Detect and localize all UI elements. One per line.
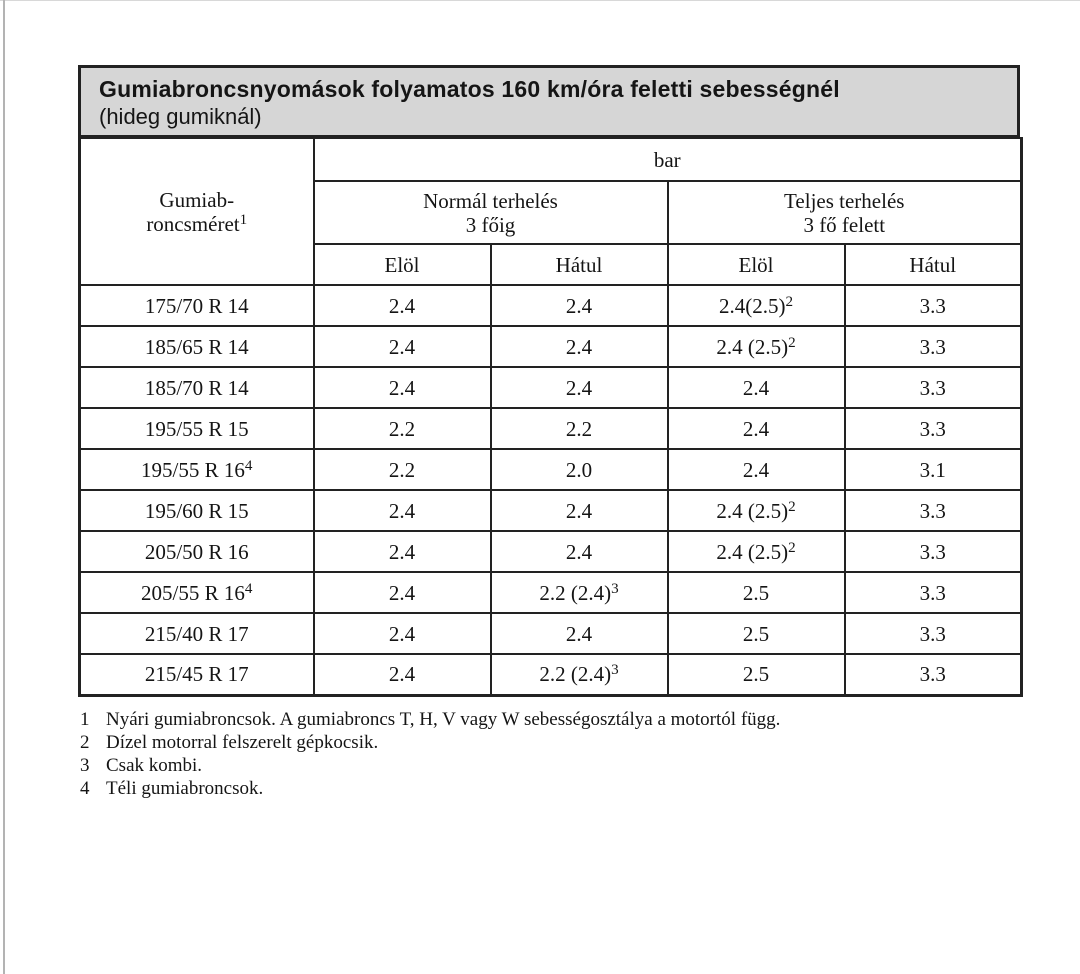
tire-size-cell: 175/70 R 14 <box>80 285 314 326</box>
footnote <box>80 754 1020 777</box>
header-normal-load-line1: Normál terhelés <box>423 188 558 213</box>
tire-size-cell: 185/70 R 14 <box>80 367 314 408</box>
header-unit-row <box>80 138 1022 181</box>
footnote-marker: 2 <box>788 498 796 515</box>
footnotes <box>78 708 1020 800</box>
pressure-cell: 2.4 <box>314 613 491 654</box>
pressure-cell: 3.3 <box>845 613 1022 654</box>
tire-size-cell: 195/55 R $16^4$ <box>80 449 314 490</box>
table-title-band <box>78 65 1020 137</box>
tire-size-cell: 185/65 R 14 <box>80 326 314 367</box>
header-unit-bar: bar <box>314 138 1022 181</box>
pressure-cell: 2.4 <box>668 408 845 449</box>
tire-size-cell: 215/45 R 17 <box>80 654 314 695</box>
table-body <box>80 285 1022 695</box>
header-tire-size-line1: Gumiab- <box>159 187 235 212</box>
pressure-cell: 2.4 <box>491 531 668 572</box>
pressure-cell: 2.2 <box>491 408 668 449</box>
table-row <box>80 531 1022 572</box>
header-rear-normal: Hátul <box>491 244 668 285</box>
pressure-cell: 2.0 <box>491 449 668 490</box>
pressure-cell: 3.1 <box>845 449 1022 490</box>
footnote-text: Nyári gumiabroncsok. A gumiabroncs T, H, V vagy W sebességosztálya a motortól függ. <box>106 708 781 730</box>
pressure-cell: 3.3 <box>845 531 1022 572</box>
pressure-cell: $2.4(2.5)^2$ <box>668 285 845 326</box>
header-tire-size-line2: roncsméret <box>146 211 240 236</box>
footnote <box>80 777 1020 800</box>
pressure-cell: 2.4 <box>491 613 668 654</box>
table-row <box>80 326 1022 367</box>
header-full-load <box>668 181 1022 244</box>
footnote-marker: 3 <box>611 580 619 597</box>
footnote-marker: 2 <box>788 334 796 351</box>
pressure-cell: 2.4 <box>491 285 668 326</box>
pressure-cell: 2.4 <box>314 367 491 408</box>
pressure-cell: 3.3 <box>845 408 1022 449</box>
footnote-marker: 4 <box>244 457 253 474</box>
footnote-marker: 3 <box>611 662 619 679</box>
pressure-cell: 2.2 $(2.4)^3$ <box>491 654 668 695</box>
tire-size-cell: 195/55 R 15 <box>80 408 314 449</box>
header-full-load-line1: Teljes terhelés <box>784 188 905 213</box>
pressure-cell: 2.4 <box>314 531 491 572</box>
table-row <box>80 490 1022 531</box>
table-row <box>80 613 1022 654</box>
footnote-number: 3 <box>80 754 90 776</box>
table-row <box>80 572 1022 613</box>
tire-size-cell: 205/55 R $16^4$ <box>80 572 314 613</box>
table-row <box>80 367 1022 408</box>
tire-size-cell: 195/60 R 15 <box>80 490 314 531</box>
header-full-load-line2: 3 fő felett <box>803 212 886 237</box>
pressure-cell: 2.4 <box>668 449 845 490</box>
pressure-cell: 3.3 <box>845 654 1022 695</box>
pressure-cell: 3.3 <box>845 367 1022 408</box>
tire-size-cell: 205/50 R 16 <box>80 531 314 572</box>
pressure-cell: 2.4 <box>491 326 668 367</box>
pressure-cell: 2.4 <box>314 572 491 613</box>
pressure-cell: 2.5 <box>668 613 845 654</box>
pressure-cell: 2.4 $(2.5)^2$ <box>668 531 845 572</box>
pressure-cell: 2.4 <box>314 285 491 326</box>
footnote-number: 4 <box>80 777 90 799</box>
header-front-full: Elöl <box>668 244 845 285</box>
pressure-cell: 3.3 <box>845 285 1022 326</box>
pressure-cell: 2.2 $(2.4)^3$ <box>491 572 668 613</box>
header-front-normal: Elöl <box>314 244 491 285</box>
header-normal-load-line2: 3 főig <box>465 212 516 237</box>
footnote-text: Téli gumiabroncsok. <box>106 777 264 799</box>
pressure-cell: 3.3 <box>845 490 1022 531</box>
pressure-cell: 2.4 <box>668 367 845 408</box>
table-row <box>80 408 1022 449</box>
tire-pressure-document <box>78 65 1020 800</box>
table-row <box>80 654 1022 695</box>
footnote-marker: 4 <box>244 580 253 597</box>
pressure-cell: 2.4 <box>314 490 491 531</box>
pressure-cell: 2.4 <box>491 490 668 531</box>
footnote-text: Csak kombi. <box>106 754 203 776</box>
table-title: Gumiabroncsnyomások folyamatos 160 km/óra feletti sebességnél <box>99 76 840 102</box>
header-normal-load <box>314 181 668 244</box>
pressure-cell: 2.4 <box>314 326 491 367</box>
pressure-cell: 2.4 <box>491 367 668 408</box>
footnote <box>80 708 1020 731</box>
header-tire-size-footnote-marker: 1 <box>239 211 248 228</box>
pressure-cell: 2.5 <box>668 572 845 613</box>
header-tire-size <box>80 138 314 285</box>
pressure-cell: 2.2 <box>314 449 491 490</box>
table-subtitle: (hideg gumiknál) <box>99 104 262 129</box>
pressure-cell: 3.3 <box>845 572 1022 613</box>
pressure-cell: 2.4 <box>314 654 491 695</box>
pressure-cell: 3.3 <box>845 326 1022 367</box>
pressure-cell: 2.2 <box>314 408 491 449</box>
pressure-cell: 2.4 $(2.5)^2$ <box>668 326 845 367</box>
footnote-marker: 2 <box>785 293 794 310</box>
footnote <box>80 731 1020 754</box>
table-row <box>80 449 1022 490</box>
footnote-marker: 2 <box>788 539 796 556</box>
scan-top-edge <box>0 0 1080 1</box>
pressure-cell: 2.4 $(2.5)^2$ <box>668 490 845 531</box>
pressure-cell: 2.5 <box>668 654 845 695</box>
footnote-number: 1 <box>80 708 90 730</box>
tire-size-cell: 215/40 R 17 <box>80 613 314 654</box>
table-row <box>80 285 1022 326</box>
tire-pressure-table <box>78 137 1023 697</box>
header-rear-full: Hátul <box>845 244 1022 285</box>
scan-left-edge <box>3 0 5 974</box>
footnote-text: Dízel motorral felszerelt gépkocsik. <box>106 731 379 753</box>
footnote-number: 2 <box>80 731 90 753</box>
